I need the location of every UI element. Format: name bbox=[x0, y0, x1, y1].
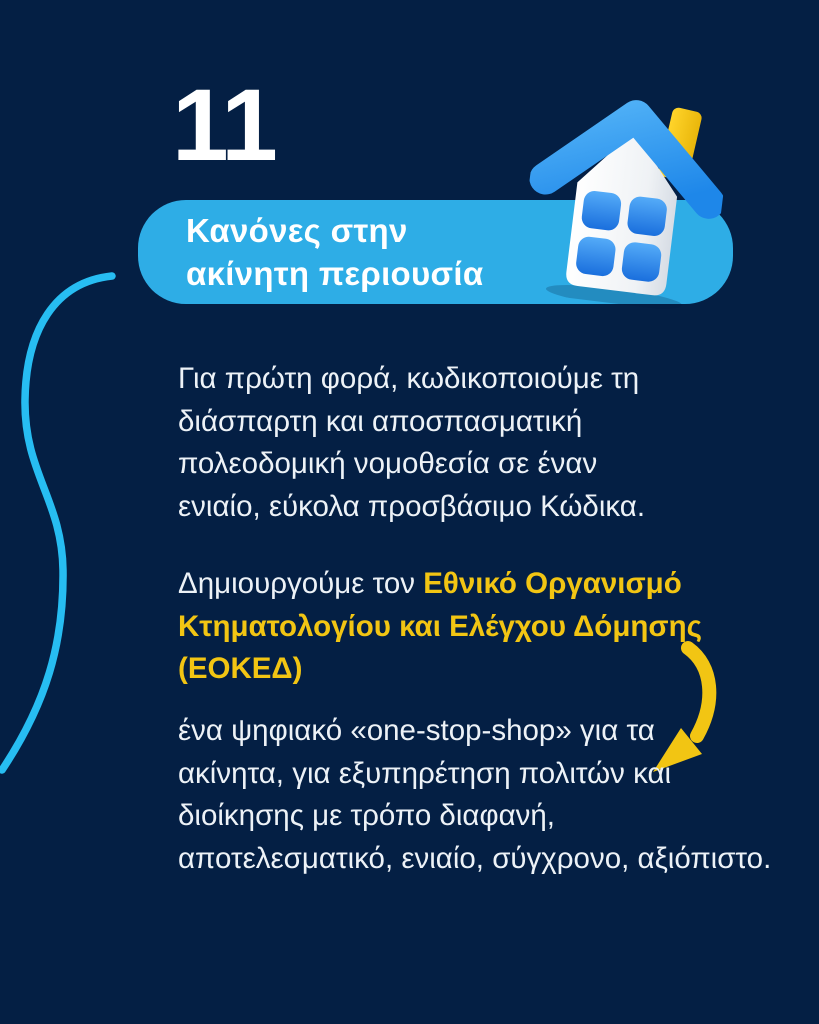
decorative-curve-line bbox=[0, 258, 130, 778]
paragraph-eoked bbox=[178, 563, 702, 691]
slide-number: 11 bbox=[172, 68, 276, 182]
highlighted-text: (ΕΟΚΕΔ) bbox=[178, 652, 303, 685]
text-line bbox=[178, 563, 702, 606]
text-line: αποτελεσματικό, ενιαίο, σύγχρονο, αξιόπιστο. bbox=[178, 841, 772, 875]
text-segment: Δημιουργούμε τον bbox=[178, 567, 424, 600]
text-line: πολεοδομική νομοθεσία σε έναν bbox=[178, 447, 598, 480]
highlighted-text: Κτηματολογίου και Ελέγχου Δόμησης bbox=[178, 609, 702, 643]
paragraph-onestopshop bbox=[178, 710, 771, 880]
highlighted-text: Εθνικό Οργανισμό bbox=[423, 567, 682, 600]
title-line-1: Κανόνες στην bbox=[186, 212, 408, 249]
paragraph-codification bbox=[178, 358, 645, 528]
house-3d-icon bbox=[516, 83, 734, 315]
text-line: Για πρώτη φορά, κωδικοποιούμε τη bbox=[178, 362, 640, 395]
title-line-2: ακίνητη περιουσία bbox=[186, 255, 484, 292]
text-line: διοίκησης με τρόπο διαφανή, bbox=[178, 799, 555, 832]
text-line: ακίνητα, για εξυπηρέτηση πολιτών και bbox=[178, 756, 672, 790]
text-line: διάσπαρτη και αποσπασματική bbox=[178, 404, 583, 438]
text-line: ένα ψηφιακό «one-stop-shop» για τα bbox=[178, 714, 655, 747]
text-line: ενιαίο, εύκολα προσβάσιμο Κώδικα. bbox=[178, 489, 646, 523]
